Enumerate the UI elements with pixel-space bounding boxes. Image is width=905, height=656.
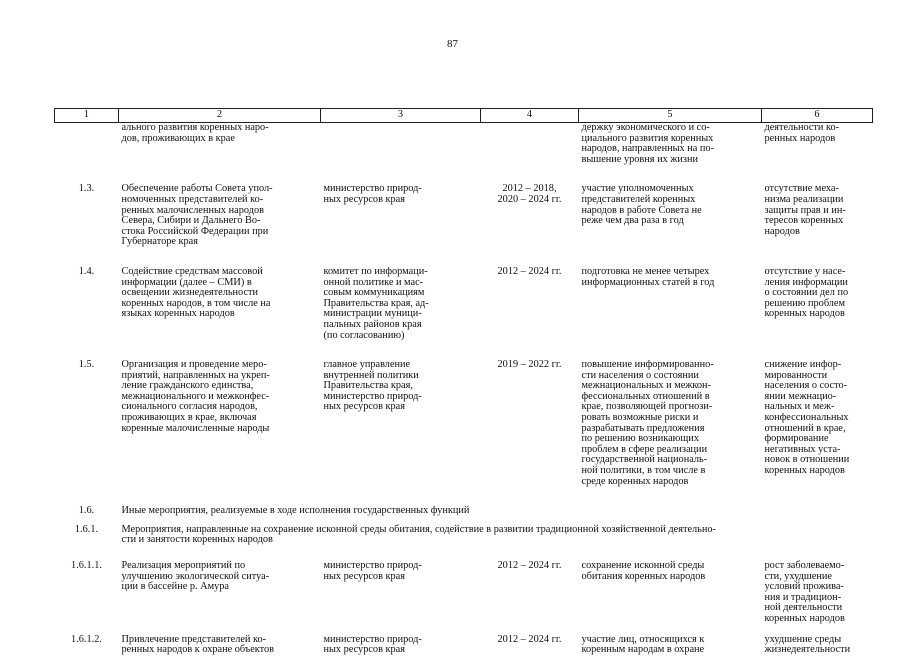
executor: министерство природ- ных ресурсов края [323, 560, 422, 582]
table-row [55, 184, 873, 248]
row-number: 1.6.1.2. [71, 633, 102, 645]
row-number: 1.5. [78, 359, 95, 371]
consequence: снижение инфор- мированности населения о состо- янии межнацио- нальных и меж- конфессиональных отношений в крае, формирование негативных уста- новок в отношении коренных народов [764, 359, 850, 477]
col-header-6: 6 [762, 109, 873, 123]
expected-result: подготовка не менее четырех информационных статей в год [581, 265, 715, 288]
measure-name: Обеспечение работы Совета упол- номоченных представителей ко- ренных малочисленных народов Севера, Сибири и Дальнего Во- стока Российской Федерации при Губернаторе края [121, 183, 273, 248]
measure-name: Организация и проведение меро- приятий, направленных на укреп- ление гражданского единства, межнационального и межконфес- сионального согласия народов, проживающих в крае, включая коренные малочисленные народы [121, 359, 270, 434]
measure-name: Привлечение представителей ко- ренных народов к охране объектов [121, 633, 275, 656]
expected-result: сохранение исконной среды обитания коренных народов [581, 560, 706, 582]
consequence: отсутствие у насе- ления информации о состоянии дел по решению проблем коренных народов [764, 265, 849, 320]
period: 2019 – 2022 гг. [497, 359, 562, 371]
section-title: Мероприятия, направленные на сохранение исконной среды обитания, содействие в развитии традиционной хозяйственной деятельно- сти и занятости коренных народов [121, 523, 716, 546]
section-row [55, 506, 873, 517]
header-row [55, 109, 873, 123]
section-number: 1.6.1. [74, 523, 99, 535]
col-header-3: 3 [321, 109, 481, 123]
table-row [55, 561, 873, 625]
continuation-name: ального развития коренных наро- дов, проживающих в крае [121, 122, 269, 144]
measures-table [54, 108, 873, 656]
continuation-executor [321, 123, 481, 166]
row-number: 1.6.1.1. [71, 560, 102, 571]
row-number: 1.3. [78, 183, 95, 195]
table-row [55, 360, 873, 487]
period: 2012 – 2024 гг. [497, 265, 562, 277]
executor: министерство природ- ных ресурсов края [323, 633, 422, 656]
period: 2012 – 2024 гг. [497, 633, 562, 645]
consequence: рост заболеваемо- сти, ухудшение условий прожива- ния и традицион- ной деятельности коренных народов [764, 560, 845, 624]
continuation-indicator: деятельности ко- ренных народов [764, 122, 840, 144]
executor: комитет по информаци- онной политике и мас- совым коммуникациям Правительства края, ад- министрации муници- пальных районов края (по согласованию) [323, 265, 429, 341]
expected-result: повышение информированно- сти населения о состоянии межнациональных и межкон- фессиональных отношений в крае, позволяющей прогнози- ровать возможные риски и разрабатывать предложения по решению возникающих проблем в сфере реализации государственной националь- ной политики, в том числе в среде коренных народов [581, 359, 714, 487]
executor: главное управление внутренней политики Правительства края, министерство природ- ных ресурсов края [323, 359, 422, 413]
measure-name: Реализация мероприятий по улучшению экологической ситуа- ции в бассейне р. Амура [121, 560, 270, 593]
continuation-result: держку экономического и со- циального развития коренных народов, направленных на по- вышение уровня их жизни [581, 122, 714, 165]
col-header-2: 2 [119, 109, 321, 123]
table-row [55, 267, 873, 341]
period: 2012 – 2018, 2020 – 2024 гг. [497, 183, 562, 205]
executor: министерство природ- ных ресурсов края [323, 183, 422, 205]
col-header-4: 4 [481, 109, 579, 123]
period: 2012 – 2024 гг. [497, 560, 562, 571]
measure-name: Содействие средствам массовой информации (далее – СМИ) в освещении жизнедеятельности коренных народов, в том числе на языках коренных народов [121, 265, 271, 320]
consequence: отсутствие меха- низма реализации защиты прав и ин- тересов коренных народов [764, 183, 846, 237]
page-number: 87 [447, 38, 458, 50]
row-number: 1.4. [78, 265, 95, 277]
consequence: ухудшение среды жизнедеятельности [764, 633, 851, 656]
continuation-row [55, 123, 873, 166]
expected-result: участие уполномоченных представителей коренных народов в работе Совета не реже чем два раза в год [581, 183, 702, 227]
expected-result: участие лиц, относящихся к коренным народам в охране [581, 633, 705, 656]
table-row [55, 635, 873, 656]
section-title: Иные мероприятия, реализуемые в ходе исполнения государственных функций [121, 505, 470, 517]
section-number: 1.6. [78, 505, 95, 517]
section-row [55, 525, 873, 546]
continuation-period [481, 123, 579, 166]
col-header-1: 1 [55, 109, 119, 123]
col-header-5: 5 [579, 109, 762, 123]
